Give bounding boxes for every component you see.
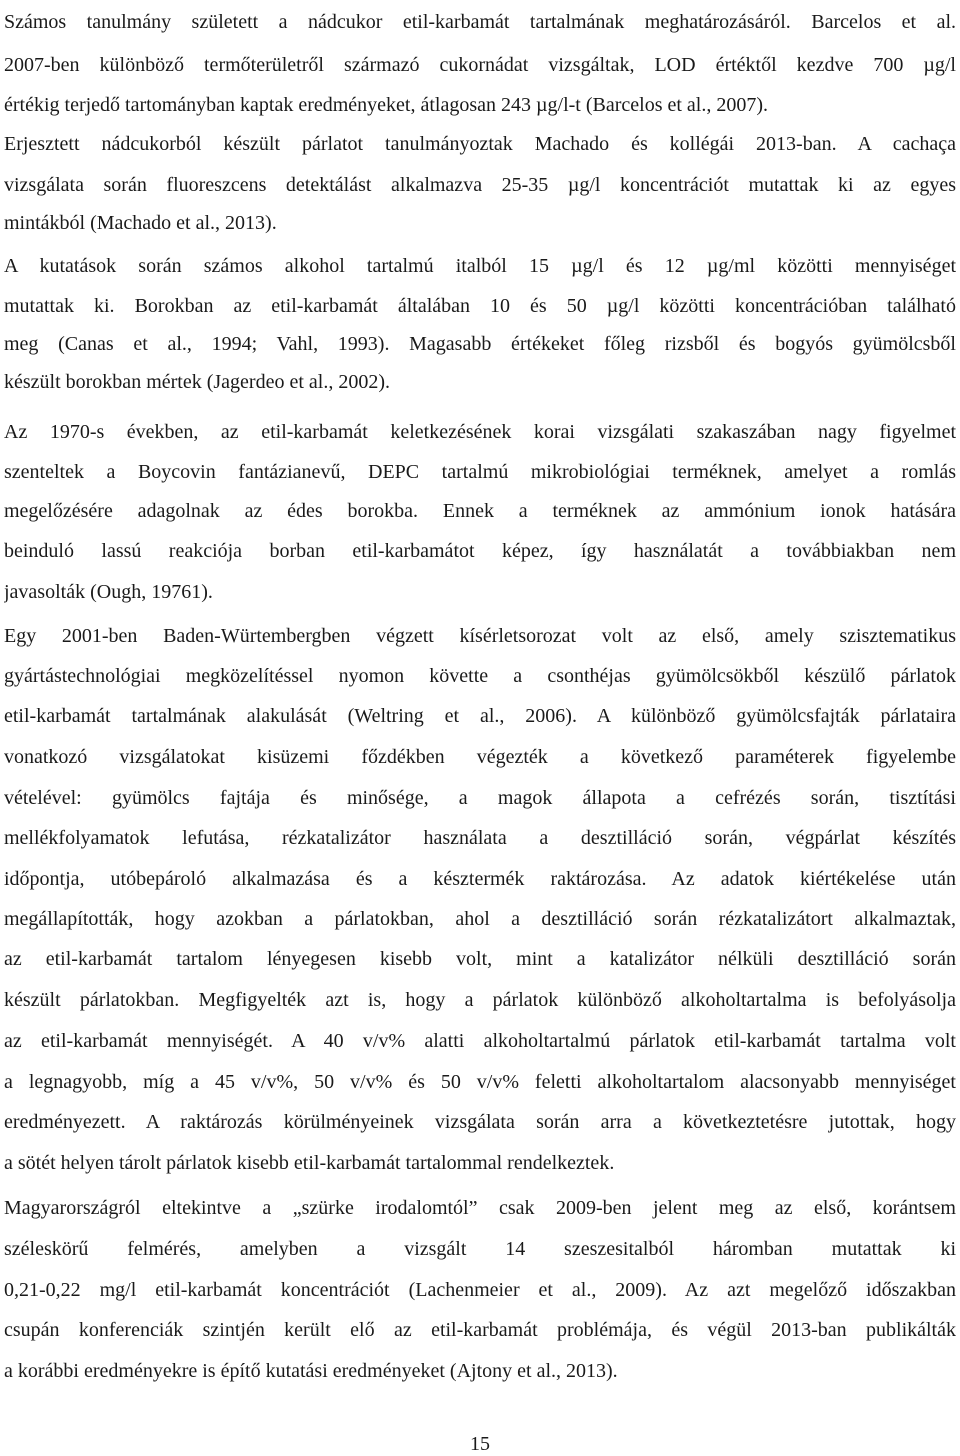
text-line: az etil-karbamát mennyiségét. A 40 v/v% alatti alkoholtartalmú párlatok etil-karbamát tartalma volt xyxy=(4,1030,956,1052)
text-line: A kutatások során számos alkohol tartalmú italból 15 µg/l és 12 µg/ml közötti mennyiséget xyxy=(4,255,956,277)
text-line: beinduló lassú reakciója borban etil-karbamátot képez, így használatát a továbbiakban nem xyxy=(4,540,956,562)
text-line: etil-karbamát tartalmának alakulását (Weltring et al., 2006). A különböző gyümölcsfajták párlataira xyxy=(4,705,956,727)
text-line: a korábbi eredményekre is építő kutatási eredményeket (Ajtony et al., 2013). xyxy=(4,1360,618,1382)
text-line: eredményezett. A raktározás körülményeinek vizsgálata során arra a következtetésre jutottak, hogy xyxy=(4,1111,956,1133)
text-line: megállapították, hogy azokban a párlatokban, ahol a desztilláció során rézkatalizátort alkalmaztak, xyxy=(4,908,956,930)
text-line: időpontja, utóbepároló alkalmazása és a késztermék raktározása. Az adatok kiértékelése után xyxy=(4,868,956,890)
text-line: megelőzésére adagolnak az édes borokba. Ennek a terméknek az ammónium ionok hatására xyxy=(4,500,956,522)
text-line: 0,21-0,22 mg/l etil-karbamát koncentrációt (Lachenmeier et al., 2009). Az azt megelőző időszakban xyxy=(4,1279,956,1301)
text-line: szenteltek a Boycovin fantázianevű, DEPC tartalmú mikrobiológiai terméknek, amelyet a romlás xyxy=(4,461,956,483)
text-line: gyártástechnológiai megközelítéssel nyomon követte a csonthéjas gyümölcsökből készülő párlatok xyxy=(4,665,956,687)
text-line: vizsgálata során fluoreszcens detektálást alkalmazva 25-35 µg/l koncentrációt mutattak ki az egyes xyxy=(4,174,956,196)
text-line: készült borokban mértek (Jagerdeo et al., 2002). xyxy=(4,371,390,393)
text-line: javasolták (Ough, 19761). xyxy=(4,581,213,603)
text-line: az etil-karbamát tartalom lényegesen kisebb volt, mint a katalizátor nélküli desztilláció során xyxy=(4,948,956,970)
text-line: Erjesztett nádcukorból készült párlatot tanulmányoztak Machado és kollégái 2013-ban. A cachaça xyxy=(4,133,956,155)
text-line: Egy 2001-ben Baden-Würtembergben végzett kísérletsorozat volt az első, amely szisztematikus xyxy=(4,625,956,647)
text-line: Magyarországról eltekintve a „szürke irodalomtól” csak 2009-ben jelent meg az első, korántsem xyxy=(4,1197,956,1219)
text-line: vételével: gyümölcs fajtája és minősége, a magok állapota a cefrézés során, tisztítási xyxy=(4,787,956,809)
text-line: készült párlatokban. Megfigyelték azt is, hogy a párlatok különböző alkoholtartalma is befolyásolja xyxy=(4,989,956,1011)
text-line: vonatkozó vizsgálatokat kisüzemi főzdékben végezték a következő paraméterek figyelembe xyxy=(4,746,956,768)
text-line: meg (Canas et al., 1994; Vahl, 1993). Magasabb értékeket főleg rizsből és bogyós gyümölcsből xyxy=(4,333,956,355)
text-line: mintákból (Machado et al., 2013). xyxy=(4,212,277,234)
text-line: mutattak ki. Borokban az etil-karbamát általában 10 és 50 µg/l közötti koncentrációban található xyxy=(4,295,956,317)
text-line: értékig terjedő tartományban kaptak eredményeket, átlagosan 243 µg/l-t (Barcelos et al., 2007). xyxy=(4,94,769,116)
text-line: mellékfolyamatok lefutása, rézkatalizátor használata a desztilláció során, végpárlat készítés xyxy=(4,827,956,849)
text-line: a sötét helyen tárolt párlatok kisebb etil-karbamát tartalommal rendelkeztek. xyxy=(4,1152,615,1174)
text-line: 2007-ben különböző termőterületről származó cukornádat vizsgáltak, LOD értéktől kezdve 700 µg/l xyxy=(4,54,956,76)
text-line: csupán konferenciák szintjén került elő az etil-karbamát problémája, és végül 2013-ban publikálták xyxy=(4,1319,956,1341)
text-line: Az 1970-s években, az etil-karbamát keletkezésének korai vizsgálati szakaszában nagy figyelmet xyxy=(4,421,956,443)
text-line: a legnagyobb, míg a 45 v/v%, 50 v/v% és 50 v/v% feletti alkoholtartalom alacsonyabb mennyiséget xyxy=(4,1071,956,1093)
text-line: széleskörű felmérés, amelyben a vizsgált 14 szeszesitalból háromban mutattak ki xyxy=(4,1238,956,1260)
text-line: Számos tanulmány született a nádcukor etil-karbamát tartalmának meghatározásáról. Barcelos et al. xyxy=(4,11,956,33)
page-number: 15 xyxy=(470,1433,490,1455)
